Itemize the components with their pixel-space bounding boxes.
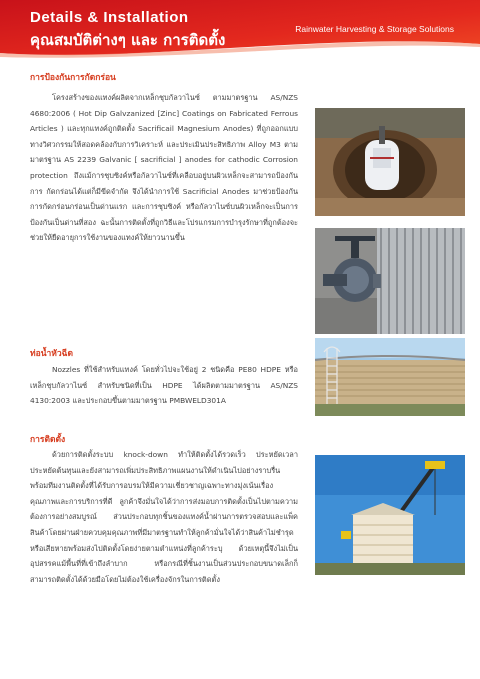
header-tagline: Rainwater Harvesting & Storage Solutions (295, 24, 454, 34)
section-title-nozzles: ท่อน้ำหัวฉีด (30, 349, 73, 359)
header-title-th: คุณสมบัติต่างๆ และ การติดตั้ง (30, 31, 226, 49)
header-banner (0, 0, 480, 60)
section-body-corrosion: โครงสร้างของแทงค์ผลิตจากเหล็กชุบกัลวาไนซ์ ตามมาตรฐาน AS/NZS 4680:2006 ( Hot Dip Galvzanized [Zinc] Coatings on Fabricated Ferrous Articles ) และทุกแทงค์ถูกติดตั้ง Sacrificail Magnesium Anodes) ที่ถูกออกแบบทางวิศวกรรมให้สอดคล้องกับการวิเคราะห์ และประเมินประสิทธิภาพ Alloy M3 ตามมาตรฐาน AS 2239 Galvanic [ sacrificial ] anodes for cathodic Corrosion protection ถึงแม้การชุบซิงค์หรือกัลวาไนซ์ที่เคลือบอยู่บนผิวเหล็กจะสามารถป้องกันการ กัดกร่อนได้แต่ก็มีขีดจำกัด จึงได้นำการใช้ Sacrificial Anodes มาช่วยป้องกันการกัดกร่อนกร่อนเป็นด่านแรก และการชุบซิงค์ หรือกัลวาไนซ์บนผิวเหล็กจะเป็นการป้องกันเป็นด่านที่สอง ฉะนั้นการติดตั้งที่ถูกวิธีและโปรแกรมการบำรุงรักษาที่ถูกต้องจะช่วยให้ยืดอายุการใช้งานของแทงค์ให้ยาวนานขึ้น (30, 93, 298, 243)
section-title-installation: การติดตั้ง (30, 435, 66, 445)
section-body-installation: ด้วยการติดตั้งระบบ knock-down ทำให้ติดตั้งได้รวดเร็ว ประหยัดเวลา ประหยัดต้นทุนและยังสามารถเพิ่มประสิทธิภาพแผนงานให้ดำเนินไปอย่างราบรื่นพร้อมทีมงานติดตั้งที่ได้รับการอบรมให้มีความเชี่ยวชาญเฉพาะทางมุ่งเน้นเรื่องคุณภาพและการบริการที่ดี ลูกค้าจึงมั่นใจได้ว่าการส่งมอบการติดตั้งเป็นไปตามความต้องการอย่างสมบูรณ์ ส่วนประกอบทุกชิ้นของแทงค์น้ำผ่านการตรวจสอบและแพ็คสินค้าโดยผ่านฝ่ายควบคุมคุณภาพที่มีมาตรฐานทำให้ลูกค้ามั่นใจได้ว่าสินค้าไม่ชำรุด หรือเสียหายพร้อมส่งไปติดตั้งโดยง่ายตามตำแหน่งที่ลูกค้าระบุ ด้วยเหตุนี้จึงไม่เป็นอุปสรรคแม้พื้นที่ที่เข้าถึงลำบาก หรือกรณีที่ชิ้นงานเป็นส่วนประกอบขนาดเล็กก็สามารถติดตั้งได้ด้วยมือโดยไม่ต้องใช้เครื่องจักรในการติดตั้ง (30, 450, 298, 584)
photo-sacrificial-anode (315, 108, 465, 216)
header-title-en: Details & Installation (30, 9, 189, 26)
section-body-nozzles: Nozzles ที่ใช้สำหรับแทงค์ โดยทั่วไปจะใช้อยู่ 2 ชนิดคือ PE80 HDPE หรือ เหล็กชุบกัลวาไนซ์ สำหรับชนิดที่เป็น HDPE ได้ผลิตตามมาตรฐาน AS/NZS 4130:2003 และประกอบขึ้นตามมาตรฐาน PMBWELD301A (30, 365, 298, 406)
photo-nozzle-valve (315, 228, 465, 334)
bottom-fade (0, 639, 480, 679)
photo-tank-ladder (315, 338, 465, 416)
photo-installation-crane (315, 455, 465, 575)
section-title-corrosion: การป้องกันการกัดกร่อน (30, 73, 116, 83)
